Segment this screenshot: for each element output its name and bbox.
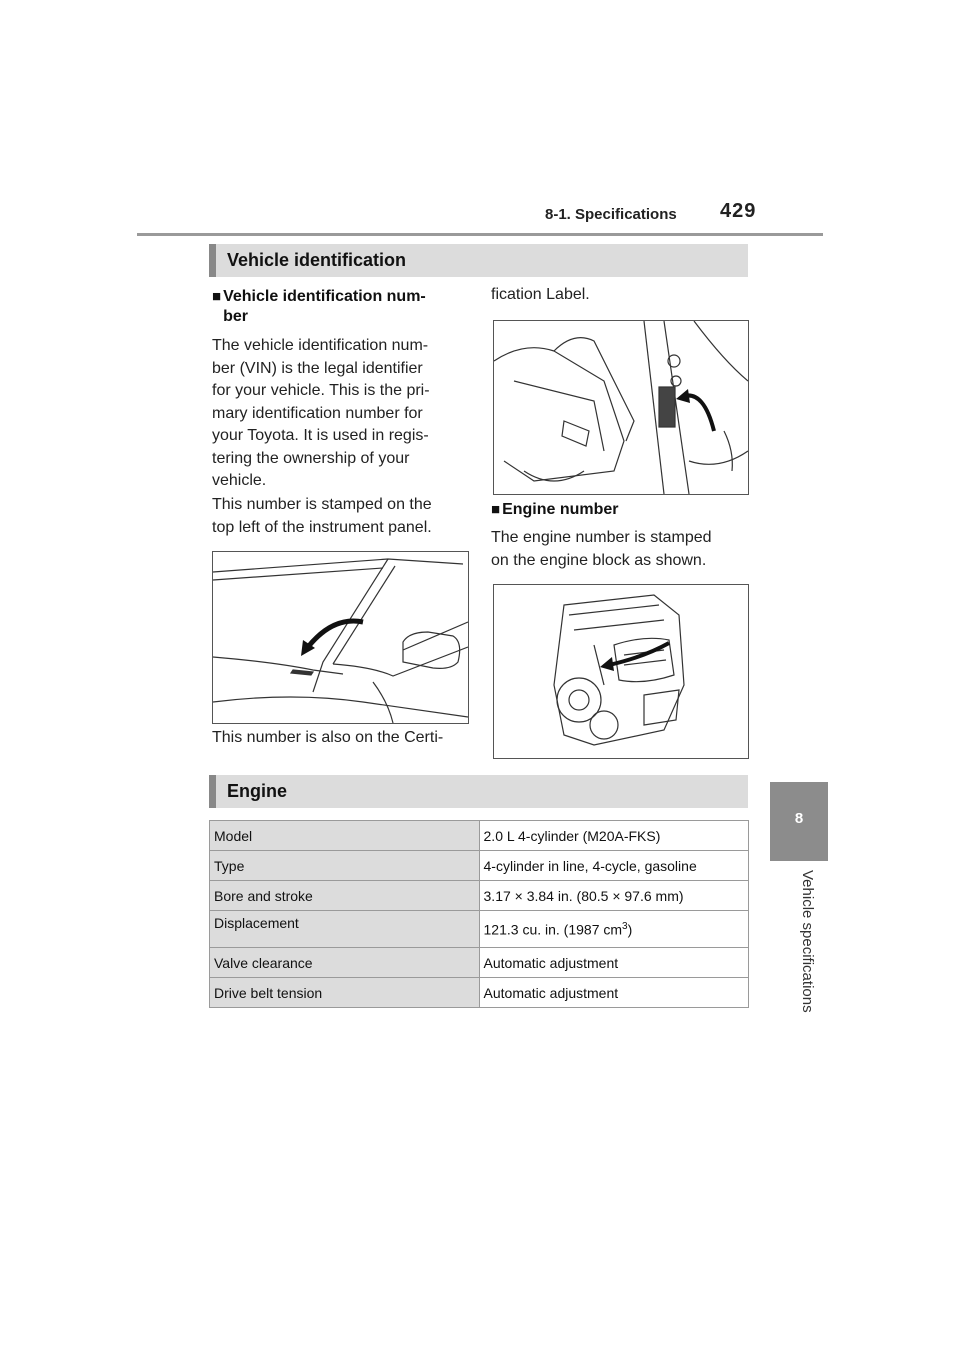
chapter-label: Vehicle specifications [799,870,816,1013]
section-heading-text: Vehicle identification [227,250,407,270]
table-row [210,978,749,1008]
engine-number-illustration [493,584,749,759]
spec-value: 2.0 L 4-cylinder (M20A-FKS) [479,821,748,851]
engine-block-drawing [494,585,748,758]
spec-label: Valve clearance [210,948,480,978]
section-heading-engine [209,775,748,808]
table-row [210,881,749,911]
table-row [210,821,749,851]
vin-heading-text: Vehicle identification num- ber [223,288,426,325]
spec-value: Automatic adjustment [479,978,748,1008]
table-row [210,911,749,948]
spec-value: Automatic adjustment [479,948,748,978]
section-title: 8-1. Specifications [545,206,677,223]
square-bullet-icon: ■ [491,501,501,518]
spec-label: Drive belt tension [210,978,480,1008]
vin-paragraph-2: This number is stamped on the top left of the instrument panel. [212,496,432,536]
superscript: 3 [622,920,628,932]
header-divider [137,233,823,236]
spec-label: Displacement [210,911,480,948]
spec-label: Bore and stroke [210,881,480,911]
engine-number-paragraph: The engine number is stamped on the engine block as shown. [491,529,712,569]
spec-label: Model [210,821,480,851]
spec-value: 3.17 × 3.84 in. (80.5 × 97.6 mm) [479,881,748,911]
section-heading-vehicle-identification [209,244,748,277]
spec-value [479,911,748,948]
vin-paragraph-3-continued: fication Label. [491,286,590,303]
table-row [210,948,749,978]
vin-paragraph-3: This number is also on the Certi- [212,729,444,746]
spec-value-text: 121.3 cu. in. (1987 cm [483,921,623,938]
spec-value-end: ) [627,921,633,938]
section-heading-text: Engine [227,781,288,801]
spec-label: Type [210,851,480,881]
certification-label-illustration [493,320,749,495]
windshield-drawing [213,552,468,723]
table-row [210,851,749,881]
spec-value: 4-cylinder in line, 4-cycle, gasoline [479,851,748,881]
page-number: 429 [720,200,757,222]
engine-number-heading-text: Engine number [502,501,619,518]
vin-location-illustration [212,551,469,724]
vin-paragraph-1: The vehicle identification num- ber (VIN) is the legal identifier for your vehicle. This is the pri- mary identification number for your Toyota. It is used in regis- tering the ownership of your vehicle. [212,337,430,489]
chapter-number: 8 [794,810,804,827]
door-pillar-drawing [494,321,748,494]
engine-number-heading [491,500,751,520]
engine-spec-table [209,820,749,1008]
square-bullet-icon: ■ [212,288,222,305]
vin-heading [212,287,472,327]
